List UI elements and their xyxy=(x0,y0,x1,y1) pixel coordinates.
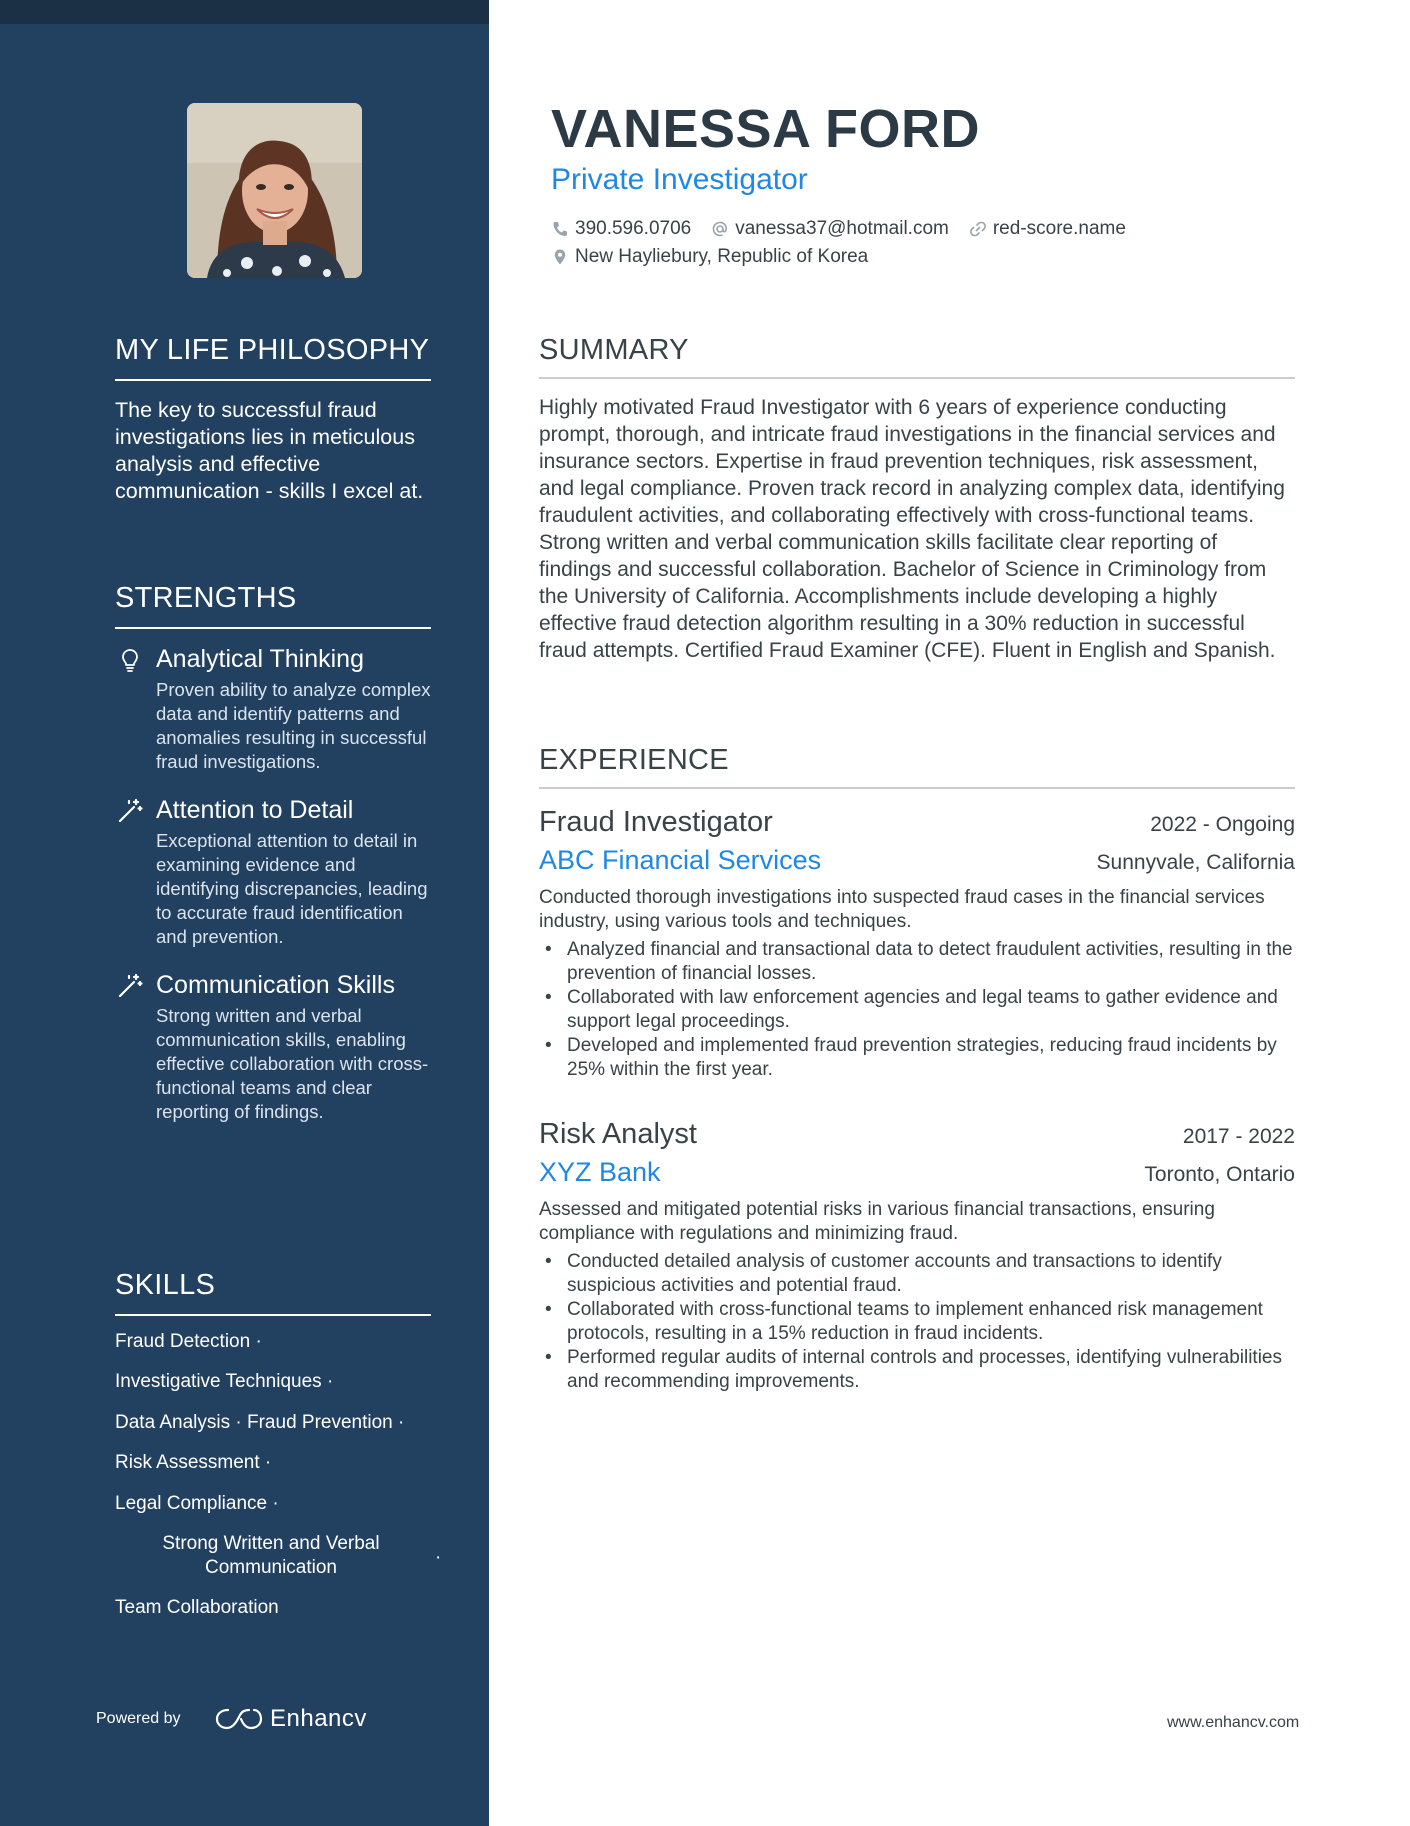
strengths-section xyxy=(115,582,431,1124)
job-bullet: • Developed and implemented fraud prevention strategies, reducing fraud incidents by 25% within the first year. xyxy=(539,1034,1295,1082)
summary-text: Highly motivated Fraud Investigator with 6 years of experience conducting prompt, thorough, and intricate fraud investigations in the financial services and insurance sectors. Expertise in fraud prevention techniques, risk assessment, and legal compliance. Proven track record in analyzing complex data, identifying fraudulent activities, and collaborating effectively with cross-functional teams. Strong written and verbal communication skills facilitate clear reporting of findings and successful collaboration. Bachelor of Science in Criminology from the University of California. Accomplishments include developing a highly effective fraud detection algorithm resulting in a 30% reduction in successful fraud attempts. Certified Fraud Examiner (CFE). Fluent in English and Spanish. xyxy=(539,396,1285,662)
experience-heading: EXPERIENCE xyxy=(539,744,1295,789)
philosophy-text: The key to successful fraud investigations lies in meticulous analysis and effective communication - skills I excel at. xyxy=(115,398,424,503)
contact-row xyxy=(551,218,1146,240)
skill-item: Risk Assessment · xyxy=(115,1452,272,1473)
strength-description: Exceptional attention to detail in examining evidence and identifying discrepancies, leading to accurate fraud identification and prevention. xyxy=(156,830,428,947)
strength-item xyxy=(115,794,431,949)
skill-item: Team Collaboration xyxy=(115,1597,279,1618)
job-title-row xyxy=(539,806,1295,839)
at-sign-icon xyxy=(711,220,729,238)
skill-item: Strong Written and Verbal Communication xyxy=(162,1533,380,1578)
skills-section xyxy=(115,1269,442,1620)
strength-description: Strong written and verbal communication skills, enabling effective collaboration with cross-functional teams and clear reporting of findings. xyxy=(156,1005,429,1122)
magic-wand-icon xyxy=(117,973,143,999)
job-bullet: • Analyzed financial and transactional data to detect fraudulent activities, resulting in the prevention of financial losses. xyxy=(539,938,1295,986)
contact-email[interactable] xyxy=(711,218,949,240)
strength-item xyxy=(115,969,431,1124)
job-entry xyxy=(539,1118,1295,1394)
link-icon xyxy=(969,220,987,238)
job-description: Conducted thorough investigations into suspected fraud cases in the financial services industry, using various tools and techniques. xyxy=(539,887,1265,932)
phone-number: 390.596.0706 xyxy=(575,218,692,239)
skill-item: Legal Compliance · xyxy=(115,1493,279,1514)
enhancv-brand[interactable] xyxy=(214,1704,367,1734)
phone-icon xyxy=(551,220,569,238)
strength-description: Proven ability to analyze complex data and identify patterns and anomalies resulting in successful fraud investigations. xyxy=(156,679,431,772)
skills-heading: SKILLS xyxy=(115,1269,431,1316)
strengths-heading: STRENGTHS xyxy=(115,582,431,629)
magic-wand-icon xyxy=(117,798,143,824)
skill-item: Data Analysis · Fraud Prevention · xyxy=(115,1412,405,1433)
strength-title: Analytical Thinking xyxy=(156,645,364,673)
skill-item-wrapped xyxy=(115,1532,431,1580)
job-company: XYZ Bank xyxy=(539,1157,661,1187)
job-dates: 2017 - 2022 xyxy=(1182,1125,1295,1148)
location-pin-icon xyxy=(551,248,569,266)
strength-title: Communication Skills xyxy=(156,971,395,999)
profile-photo xyxy=(187,103,362,278)
skill-item: Fraud Detection · xyxy=(115,1331,262,1352)
contact-location xyxy=(551,246,868,268)
sidebar-top-bar xyxy=(0,0,489,24)
location-text: New Hayliebury, Republic of Korea xyxy=(575,246,869,267)
contact-row-location xyxy=(551,246,888,268)
candidate-name: VANESSA FORD xyxy=(551,99,981,159)
job-bullet: • Conducted detailed analysis of customer accounts and transactions to identify suspicious activities and potential fraud. xyxy=(539,1250,1295,1298)
email-address: vanessa37@hotmail.com xyxy=(735,218,949,239)
philosophy-section xyxy=(115,334,431,505)
philosophy-heading: MY LIFE PHILOSOPHY xyxy=(115,334,431,381)
sidebar xyxy=(0,0,489,1826)
job-bullets xyxy=(539,938,1295,1082)
job-title-row xyxy=(539,1118,1295,1151)
skill-separator: · xyxy=(435,1547,442,1568)
job-location: Sunnyvale, California xyxy=(1096,851,1295,874)
strength-title: Attention to Detail xyxy=(156,796,354,824)
enhancv-logo-icon xyxy=(214,1705,264,1733)
skill-item: Investigative Techniques · xyxy=(115,1371,334,1392)
experience-section xyxy=(539,744,1295,789)
job-bullet: • Collaborated with cross-functional teams to implement enhanced risk management protocols, resulting in a 15% reduction in fraud incidents. xyxy=(539,1298,1295,1346)
lightbulb-icon xyxy=(117,647,143,673)
job-title: Risk Analyst xyxy=(539,1118,697,1150)
job-company: ABC Financial Services xyxy=(539,845,822,875)
job-bullet: • Collaborated with law enforcement agencies and legal teams to gather evidence and support legal proceedings. xyxy=(539,986,1295,1034)
summary-section xyxy=(539,334,1295,664)
summary-heading: SUMMARY xyxy=(539,334,1295,379)
job-dates: 2022 - Ongoing xyxy=(1150,813,1295,836)
strength-item xyxy=(115,643,431,774)
footer-url[interactable]: www.enhancv.com xyxy=(1167,1714,1300,1731)
job-bullets xyxy=(539,1250,1295,1394)
contact-phone[interactable] xyxy=(551,218,691,240)
job-location: Toronto, Ontario xyxy=(1144,1163,1295,1186)
job-company-row xyxy=(539,845,1295,876)
contact-website[interactable] xyxy=(969,218,1126,240)
powered-by-label: Powered by xyxy=(96,1710,181,1727)
website-url: red-score.name xyxy=(992,218,1126,239)
job-title: Fraud Investigator xyxy=(539,806,773,838)
job-bullet: • Performed regular audits of internal controls and processes, identifying vulnerabilities and recommending improvements. xyxy=(539,1346,1295,1394)
job-entry xyxy=(539,806,1295,1082)
candidate-role: Private Investigator xyxy=(551,163,808,196)
enhancv-brand-name: Enhancv xyxy=(270,1705,367,1732)
job-description: Assessed and mitigated potential risks in various financial transactions, ensuring compliance with regulations and minimizing fraud. xyxy=(539,1199,1215,1244)
job-company-row xyxy=(539,1157,1295,1188)
